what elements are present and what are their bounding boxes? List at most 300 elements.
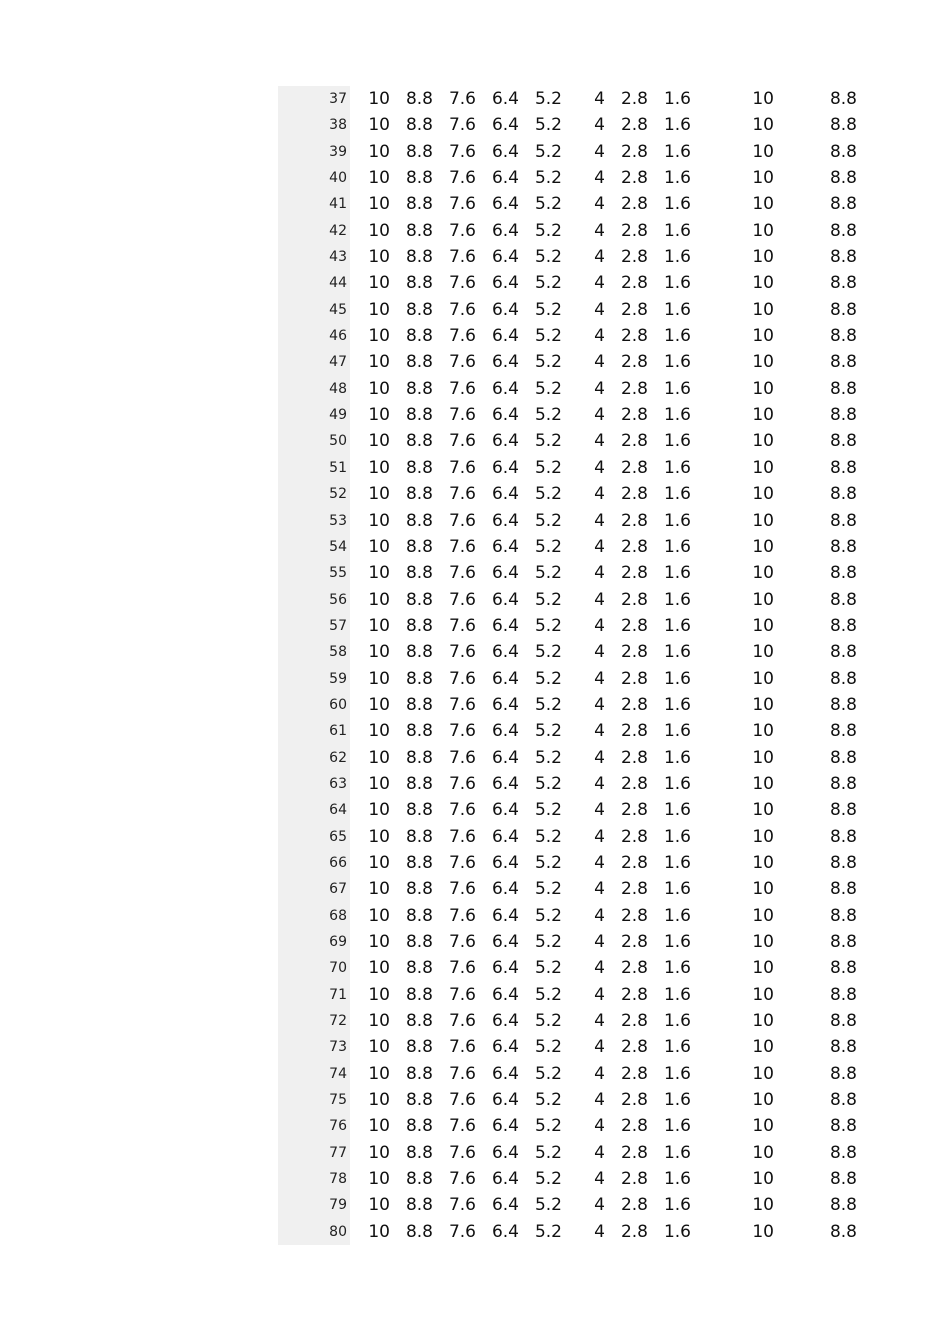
row-number[interactable]: 51 (329, 459, 347, 476)
table-cell[interactable]: 2.8 (620, 721, 648, 742)
table-cell[interactable]: 10 (752, 484, 774, 505)
table-cell[interactable]: 4 (594, 589, 605, 610)
row-number[interactable]: 62 (329, 749, 347, 766)
table-cell[interactable]: 2.8 (620, 1221, 648, 1242)
table-cell[interactable]: 5.2 (534, 220, 562, 241)
table-cell[interactable]: 6.4 (491, 668, 519, 689)
table-cell[interactable]: 10 (368, 642, 390, 663)
table-cell[interactable]: 6.4 (491, 247, 519, 268)
table-cell[interactable]: 8.8 (829, 352, 857, 373)
table-cell[interactable]: 8.8 (405, 1142, 433, 1163)
table-cell[interactable]: 8.8 (405, 405, 433, 426)
table-cell[interactable]: 5.2 (534, 694, 562, 715)
table-cell[interactable]: 8.8 (829, 405, 857, 426)
table-cell[interactable]: 8.8 (405, 115, 433, 136)
table-cell[interactable]: 8.8 (405, 668, 433, 689)
row-number[interactable]: 72 (329, 1013, 347, 1030)
table-cell[interactable]: 5.2 (534, 89, 562, 109)
table-cell[interactable]: 4 (594, 694, 605, 715)
table-cell[interactable]: 6.4 (491, 220, 519, 241)
table-cell[interactable]: 8.8 (829, 457, 857, 478)
table-cell[interactable]: 8.8 (829, 1090, 857, 1111)
table-cell[interactable]: 8.8 (405, 273, 433, 294)
table-cell[interactable]: 6.4 (491, 510, 519, 531)
table-cell[interactable]: 10 (752, 220, 774, 241)
table-cell[interactable]: 10 (752, 1063, 774, 1084)
row-number[interactable]: 53 (329, 512, 347, 529)
row-number[interactable]: 42 (329, 222, 347, 239)
row-number[interactable]: 38 (329, 117, 347, 134)
table-cell[interactable]: 2.8 (620, 1169, 648, 1190)
table-cell[interactable]: 1.6 (663, 115, 691, 136)
table-cell[interactable]: 6.4 (491, 721, 519, 742)
table-cell[interactable]: 6.4 (491, 905, 519, 926)
table-cell[interactable]: 10 (368, 1142, 390, 1163)
table-cell[interactable]: 10 (752, 168, 774, 189)
table-cell[interactable]: 10 (368, 431, 390, 452)
table-cell[interactable]: 10 (752, 589, 774, 610)
table-cell[interactable]: 4 (594, 1221, 605, 1242)
table-cell[interactable]: 10 (368, 194, 390, 215)
table-cell[interactable]: 10 (368, 326, 390, 347)
row-number[interactable]: 57 (329, 617, 347, 634)
table-cell[interactable]: 2.8 (620, 800, 648, 821)
table-cell[interactable]: 8.8 (405, 1195, 433, 1216)
table-cell[interactable]: 10 (368, 1090, 390, 1111)
table-cell[interactable]: 7.6 (448, 326, 476, 347)
row-number[interactable]: 40 (329, 170, 347, 187)
table-cell[interactable]: 4 (594, 115, 605, 136)
table-cell[interactable]: 8.8 (829, 1142, 857, 1163)
table-cell[interactable]: 8.8 (405, 326, 433, 347)
table-cell[interactable]: 8.8 (829, 852, 857, 873)
table-cell[interactable]: 7.6 (448, 457, 476, 478)
table-cell[interactable]: 8.8 (829, 879, 857, 900)
table-cell[interactable]: 10 (752, 352, 774, 373)
table-cell[interactable]: 2.8 (620, 615, 648, 636)
table-cell[interactable]: 7.6 (448, 1221, 476, 1242)
table-cell[interactable]: 6.4 (491, 852, 519, 873)
table-cell[interactable]: 8.8 (829, 932, 857, 952)
table-cell[interactable]: 7.6 (448, 1063, 476, 1084)
table-cell[interactable]: 1.6 (663, 378, 691, 399)
table-cell[interactable]: 10 (368, 299, 390, 320)
table-cell[interactable]: 8.8 (829, 194, 857, 215)
table-cell[interactable]: 1.6 (663, 405, 691, 426)
row-number[interactable]: 37 (329, 91, 347, 107)
table-cell[interactable]: 10 (752, 247, 774, 268)
table-cell[interactable]: 10 (752, 800, 774, 821)
table-cell[interactable]: 10 (752, 826, 774, 847)
table-cell[interactable]: 10 (752, 1142, 774, 1163)
table-cell[interactable]: 8.8 (405, 773, 433, 794)
table-cell[interactable]: 7.6 (448, 89, 476, 109)
table-cell[interactable]: 6.4 (491, 299, 519, 320)
row-number[interactable]: 67 (329, 881, 347, 898)
table-cell[interactable]: 7.6 (448, 905, 476, 926)
table-cell[interactable]: 1.6 (663, 984, 691, 1005)
table-cell[interactable]: 10 (368, 405, 390, 426)
row-number[interactable]: 64 (329, 802, 347, 819)
table-cell[interactable]: 2.8 (620, 905, 648, 926)
table-cell[interactable]: 7.6 (448, 141, 476, 162)
row-number[interactable]: 56 (329, 591, 347, 608)
table-cell[interactable]: 5.2 (534, 510, 562, 531)
table-cell[interactable]: 2.8 (620, 958, 648, 979)
table-cell[interactable]: 5.2 (534, 536, 562, 557)
table-cell[interactable]: 8.8 (405, 984, 433, 1005)
table-cell[interactable]: 10 (752, 1195, 774, 1216)
row-number[interactable]: 47 (329, 354, 347, 371)
row-number[interactable]: 66 (329, 854, 347, 871)
table-cell[interactable]: 4 (594, 721, 605, 742)
table-cell[interactable]: 7.6 (448, 1142, 476, 1163)
table-cell[interactable]: 10 (368, 1195, 390, 1216)
table-cell[interactable]: 10 (752, 431, 774, 452)
table-cell[interactable]: 7.6 (448, 800, 476, 821)
table-cell[interactable]: 7.6 (448, 1037, 476, 1058)
table-cell[interactable]: 5.2 (534, 1063, 562, 1084)
table-cell[interactable]: 4 (594, 800, 605, 821)
table-cell[interactable]: 8.8 (829, 694, 857, 715)
table-cell[interactable]: 7.6 (448, 168, 476, 189)
table-cell[interactable]: 10 (752, 457, 774, 478)
table-cell[interactable]: 10 (752, 141, 774, 162)
table-cell[interactable]: 6.4 (491, 1037, 519, 1058)
table-cell[interactable]: 10 (368, 273, 390, 294)
table-cell[interactable]: 6.4 (491, 1142, 519, 1163)
table-cell[interactable]: 8.8 (829, 1011, 857, 1032)
table-cell[interactable]: 2.8 (620, 668, 648, 689)
table-cell[interactable]: 6.4 (491, 484, 519, 505)
table-cell[interactable]: 8.8 (829, 615, 857, 636)
table-cell[interactable]: 10 (368, 1169, 390, 1190)
table-cell[interactable]: 1.6 (663, 510, 691, 531)
table-cell[interactable]: 10 (368, 826, 390, 847)
table-cell[interactable]: 5.2 (534, 563, 562, 584)
row-number[interactable]: 78 (329, 1171, 347, 1188)
table-cell[interactable]: 2.8 (620, 247, 648, 268)
table-cell[interactable]: 5.2 (534, 352, 562, 373)
table-cell[interactable]: 4 (594, 642, 605, 663)
table-cell[interactable]: 8.8 (829, 510, 857, 531)
table-cell[interactable]: 1.6 (663, 457, 691, 478)
row-number[interactable]: 46 (329, 328, 347, 345)
table-cell[interactable]: 1.6 (663, 141, 691, 162)
table-cell[interactable]: 8.8 (405, 905, 433, 926)
table-cell[interactable]: 6.4 (491, 141, 519, 162)
table-cell[interactable]: 10 (368, 694, 390, 715)
table-cell[interactable]: 7.6 (448, 1169, 476, 1190)
table-cell[interactable]: 5.2 (534, 747, 562, 768)
table-cell[interactable]: 6.4 (491, 773, 519, 794)
table-cell[interactable]: 8.8 (405, 457, 433, 478)
table-cell[interactable]: 5.2 (534, 247, 562, 268)
row-number[interactable]: 39 (329, 143, 347, 160)
table-cell[interactable]: 1.6 (663, 1116, 691, 1137)
table-cell[interactable]: 8.8 (405, 826, 433, 847)
table-cell[interactable]: 10 (752, 1037, 774, 1058)
table-cell[interactable]: 2.8 (620, 89, 648, 109)
table-cell[interactable]: 5.2 (534, 1116, 562, 1137)
table-cell[interactable]: 10 (368, 457, 390, 478)
table-cell[interactable]: 4 (594, 773, 605, 794)
table-cell[interactable]: 8.8 (829, 247, 857, 268)
table-cell[interactable]: 6.4 (491, 168, 519, 189)
table-cell[interactable]: 7.6 (448, 642, 476, 663)
table-cell[interactable]: 2.8 (620, 984, 648, 1005)
table-cell[interactable]: 7.6 (448, 826, 476, 847)
row-number[interactable]: 54 (329, 538, 347, 555)
table-cell[interactable]: 7.6 (448, 879, 476, 900)
table-cell[interactable]: 10 (368, 1011, 390, 1032)
table-cell[interactable]: 10 (752, 378, 774, 399)
table-cell[interactable]: 10 (368, 615, 390, 636)
table-cell[interactable]: 6.4 (491, 958, 519, 979)
table-cell[interactable]: 6.4 (491, 1169, 519, 1190)
table-cell[interactable]: 5.2 (534, 484, 562, 505)
table-cell[interactable]: 8.8 (405, 1169, 433, 1190)
table-cell[interactable]: 10 (752, 563, 774, 584)
table-cell[interactable]: 1.6 (663, 168, 691, 189)
row-number[interactable]: 77 (329, 1144, 347, 1161)
table-cell[interactable]: 8.8 (405, 589, 433, 610)
table-cell[interactable]: 1.6 (663, 352, 691, 373)
table-cell[interactable]: 10 (368, 958, 390, 979)
table-cell[interactable]: 2.8 (620, 220, 648, 241)
table-cell[interactable]: 5.2 (534, 168, 562, 189)
table-cell[interactable]: 4 (594, 141, 605, 162)
table-cell[interactable]: 8.8 (829, 905, 857, 926)
row-number[interactable]: 49 (329, 407, 347, 424)
table-cell[interactable]: 2.8 (620, 852, 648, 873)
table-cell[interactable]: 6.4 (491, 194, 519, 215)
table-cell[interactable]: 6.4 (491, 1221, 519, 1242)
table-cell[interactable]: 8.8 (405, 852, 433, 873)
table-cell[interactable]: 8.8 (829, 747, 857, 768)
table-cell[interactable]: 6.4 (491, 1063, 519, 1084)
table-cell[interactable]: 2.8 (620, 932, 648, 952)
table-cell[interactable]: 7.6 (448, 1195, 476, 1216)
row-number[interactable]: 73 (329, 1039, 347, 1056)
table-cell[interactable]: 1.6 (663, 958, 691, 979)
table-cell[interactable]: 7.6 (448, 668, 476, 689)
table-cell[interactable]: 1.6 (663, 1142, 691, 1163)
table-cell[interactable]: 7.6 (448, 563, 476, 584)
table-cell[interactable]: 7.6 (448, 721, 476, 742)
table-cell[interactable]: 8.8 (405, 642, 433, 663)
table-cell[interactable]: 8.8 (829, 1221, 857, 1242)
table-cell[interactable]: 2.8 (620, 378, 648, 399)
table-cell[interactable]: 8.8 (829, 431, 857, 452)
table-cell[interactable]: 2.8 (620, 484, 648, 505)
table-cell[interactable]: 2.8 (620, 273, 648, 294)
row-number[interactable]: 48 (329, 380, 347, 397)
table-cell[interactable]: 10 (368, 115, 390, 136)
table-cell[interactable]: 8.8 (829, 721, 857, 742)
table-cell[interactable]: 1.6 (663, 247, 691, 268)
table-cell[interactable]: 4 (594, 89, 605, 109)
table-cell[interactable]: 10 (752, 299, 774, 320)
table-cell[interactable]: 5.2 (534, 1090, 562, 1111)
table-cell[interactable]: 4 (594, 405, 605, 426)
table-cell[interactable]: 8.8 (829, 984, 857, 1005)
table-cell[interactable]: 4 (594, 932, 605, 952)
table-cell[interactable]: 5.2 (534, 378, 562, 399)
table-cell[interactable]: 4 (594, 194, 605, 215)
table-cell[interactable]: 8.8 (405, 1011, 433, 1032)
table-cell[interactable]: 10 (752, 1090, 774, 1111)
table-cell[interactable]: 10 (368, 905, 390, 926)
table-cell[interactable]: 1.6 (663, 800, 691, 821)
table-cell[interactable]: 8.8 (829, 273, 857, 294)
table-cell[interactable]: 2.8 (620, 1090, 648, 1111)
table-cell[interactable]: 8.8 (829, 168, 857, 189)
table-cell[interactable]: 2.8 (620, 299, 648, 320)
table-cell[interactable]: 8.8 (829, 668, 857, 689)
table-cell[interactable]: 5.2 (534, 852, 562, 873)
table-cell[interactable]: 5.2 (534, 299, 562, 320)
table-cell[interactable]: 1.6 (663, 194, 691, 215)
table-cell[interactable]: 1.6 (663, 747, 691, 768)
table-cell[interactable]: 2.8 (620, 194, 648, 215)
table-cell[interactable]: 6.4 (491, 405, 519, 426)
table-cell[interactable]: 4 (594, 1169, 605, 1190)
table-cell[interactable]: 6.4 (491, 589, 519, 610)
table-cell[interactable]: 7.6 (448, 352, 476, 373)
table-cell[interactable]: 10 (752, 852, 774, 873)
row-number[interactable]: 43 (329, 249, 347, 266)
table-cell[interactable]: 8.8 (405, 1090, 433, 1111)
row-number[interactable]: 45 (329, 301, 347, 318)
table-cell[interactable]: 10 (752, 510, 774, 531)
table-cell[interactable]: 4 (594, 852, 605, 873)
table-cell[interactable]: 8.8 (829, 220, 857, 241)
table-cell[interactable]: 10 (368, 852, 390, 873)
table-cell[interactable]: 7.6 (448, 1116, 476, 1137)
table-cell[interactable]: 10 (752, 1221, 774, 1242)
table-cell[interactable]: 10 (752, 273, 774, 294)
table-cell[interactable]: 8.8 (829, 299, 857, 320)
table-cell[interactable]: 10 (368, 510, 390, 531)
table-cell[interactable]: 1.6 (663, 589, 691, 610)
table-cell[interactable]: 10 (368, 800, 390, 821)
table-cell[interactable]: 7.6 (448, 273, 476, 294)
table-cell[interactable]: 6.4 (491, 879, 519, 900)
table-cell[interactable]: 8.8 (405, 1116, 433, 1137)
table-cell[interactable]: 4 (594, 879, 605, 900)
table-cell[interactable]: 1.6 (663, 642, 691, 663)
table-cell[interactable]: 7.6 (448, 247, 476, 268)
table-cell[interactable]: 1.6 (663, 905, 691, 926)
table-cell[interactable]: 5.2 (534, 773, 562, 794)
table-cell[interactable]: 2.8 (620, 773, 648, 794)
table-cell[interactable]: 8.8 (405, 484, 433, 505)
table-cell[interactable]: 2.8 (620, 589, 648, 610)
table-cell[interactable]: 7.6 (448, 852, 476, 873)
table-cell[interactable]: 4 (594, 299, 605, 320)
table-cell[interactable]: 1.6 (663, 1221, 691, 1242)
table-cell[interactable]: 4 (594, 668, 605, 689)
table-cell[interactable]: 4 (594, 510, 605, 531)
table-cell[interactable]: 5.2 (534, 958, 562, 979)
table-cell[interactable]: 10 (368, 563, 390, 584)
table-cell[interactable]: 7.6 (448, 932, 476, 952)
table-cell[interactable]: 4 (594, 326, 605, 347)
table-cell[interactable]: 10 (752, 747, 774, 768)
table-cell[interactable]: 5.2 (534, 326, 562, 347)
table-cell[interactable]: 8.8 (405, 1037, 433, 1058)
table-cell[interactable]: 8.8 (405, 800, 433, 821)
table-cell[interactable]: 8.8 (829, 326, 857, 347)
table-cell[interactable]: 6.4 (491, 1116, 519, 1137)
row-number[interactable]: 52 (329, 486, 347, 503)
table-cell[interactable]: 10 (752, 115, 774, 136)
table-cell[interactable]: 4 (594, 958, 605, 979)
table-cell[interactable]: 10 (368, 1116, 390, 1137)
table-cell[interactable]: 8.8 (405, 1221, 433, 1242)
table-cell[interactable]: 6.4 (491, 932, 519, 952)
table-cell[interactable]: 5.2 (534, 1221, 562, 1242)
table-cell[interactable]: 1.6 (663, 773, 691, 794)
row-number[interactable]: 74 (329, 1065, 347, 1082)
table-cell[interactable]: 8.8 (829, 642, 857, 663)
table-cell[interactable]: 10 (368, 747, 390, 768)
table-cell[interactable]: 8.8 (829, 800, 857, 821)
table-cell[interactable]: 5.2 (534, 721, 562, 742)
table-cell[interactable]: 7.6 (448, 115, 476, 136)
table-cell[interactable]: 8.8 (829, 89, 857, 109)
table-cell[interactable]: 10 (368, 1063, 390, 1084)
row-number[interactable]: 61 (329, 723, 347, 740)
table-cell[interactable]: 10 (752, 905, 774, 926)
table-cell[interactable]: 6.4 (491, 1195, 519, 1216)
row-number[interactable]: 63 (329, 775, 347, 792)
table-cell[interactable]: 6.4 (491, 457, 519, 478)
table-cell[interactable]: 8.8 (405, 247, 433, 268)
table-cell[interactable]: 1.6 (663, 1169, 691, 1190)
table-cell[interactable]: 8.8 (405, 721, 433, 742)
row-number[interactable]: 70 (329, 960, 347, 977)
table-cell[interactable]: 5.2 (534, 589, 562, 610)
table-cell[interactable]: 4 (594, 905, 605, 926)
row-number[interactable]: 68 (329, 907, 347, 924)
table-cell[interactable]: 7.6 (448, 378, 476, 399)
table-cell[interactable]: 8.8 (405, 220, 433, 241)
table-cell[interactable]: 4 (594, 1063, 605, 1084)
table-cell[interactable]: 1.6 (663, 273, 691, 294)
row-number[interactable]: 58 (329, 644, 347, 661)
table-cell[interactable]: 1.6 (663, 431, 691, 452)
table-cell[interactable]: 4 (594, 536, 605, 557)
table-cell[interactable]: 7.6 (448, 299, 476, 320)
table-cell[interactable]: 2.8 (620, 115, 648, 136)
table-cell[interactable]: 2.8 (620, 826, 648, 847)
table-cell[interactable]: 10 (368, 378, 390, 399)
table-cell[interactable]: 10 (752, 89, 774, 109)
table-cell[interactable]: 8.8 (829, 484, 857, 505)
table-cell[interactable]: 6.4 (491, 352, 519, 373)
table-cell[interactable]: 1.6 (663, 220, 691, 241)
table-cell[interactable]: 8.8 (405, 299, 433, 320)
table-cell[interactable]: 4 (594, 457, 605, 478)
table-cell[interactable]: 8.8 (829, 589, 857, 610)
table-cell[interactable]: 2.8 (620, 536, 648, 557)
table-cell[interactable]: 8.8 (829, 1169, 857, 1190)
table-cell[interactable]: 1.6 (663, 721, 691, 742)
table-cell[interactable]: 10 (752, 721, 774, 742)
table-cell[interactable]: 2.8 (620, 431, 648, 452)
